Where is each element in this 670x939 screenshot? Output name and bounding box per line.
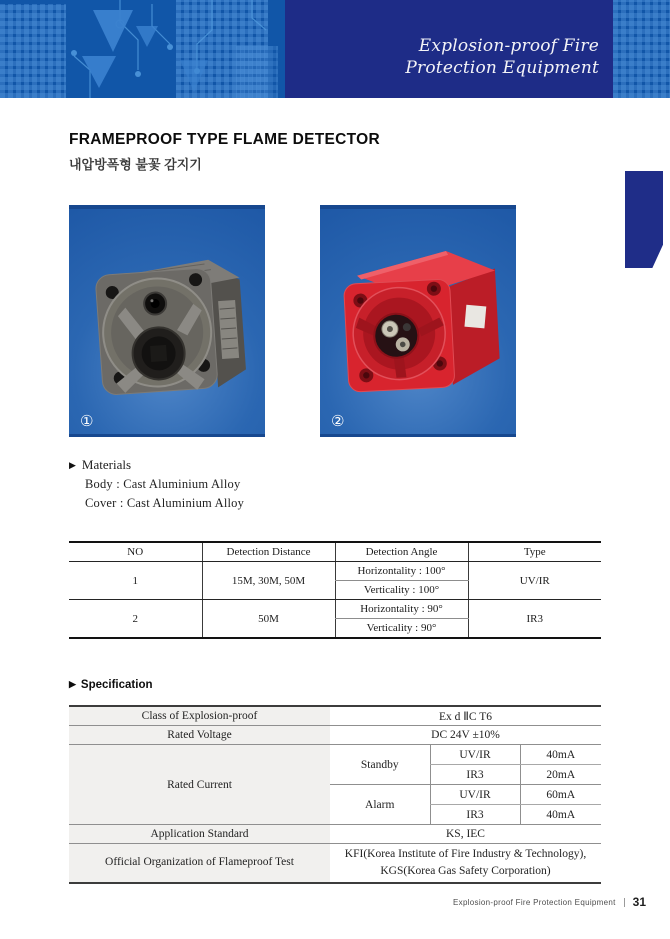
cell-angle-v-1: Verticality : 100° bbox=[335, 581, 468, 600]
cell-type-2: IR3 bbox=[468, 600, 601, 639]
page-footer bbox=[453, 895, 646, 909]
product-photo-1 bbox=[69, 205, 265, 437]
spec-standby-uvir-type: UV/IR bbox=[430, 745, 520, 765]
materials-heading-label: Materials bbox=[81, 457, 132, 472]
materials-section bbox=[69, 457, 244, 511]
col-header-angle: Detection Angle bbox=[335, 542, 468, 562]
section-arrow-icon: ▶ bbox=[69, 679, 76, 689]
spec-value-organization-line1: KFI(Korea Institute of Fire Industry & Technology), bbox=[344, 847, 587, 860]
cell-angle-h-2: Horizontality : 90° bbox=[335, 600, 468, 619]
section-side-tab bbox=[625, 171, 663, 268]
col-header-type: Type bbox=[468, 542, 601, 562]
spec-label-standard: Application Standard bbox=[69, 825, 330, 844]
spec-label-standby: Standby bbox=[330, 745, 430, 785]
specification-heading-label: Specification bbox=[80, 679, 153, 691]
materials-cover-line: Cover : Cast Aluminium Alloy bbox=[85, 496, 245, 510]
section-arrow-icon: ▶ bbox=[69, 460, 76, 470]
spec-value-standard: KS, IEC bbox=[330, 825, 601, 844]
materials-body-line: Body : Cast Aluminium Alloy bbox=[85, 477, 241, 491]
spec-label-current: Rated Current bbox=[69, 745, 330, 825]
footer-divider bbox=[624, 898, 625, 907]
cell-no-1: 1 bbox=[69, 562, 202, 600]
table-row bbox=[69, 600, 601, 619]
product-photo-2 bbox=[320, 205, 516, 437]
cell-angle-h-1: Horizontality : 100° bbox=[335, 562, 468, 581]
spec-alarm-ir3-value: 40mA bbox=[520, 805, 601, 825]
page-subtitle-korean: 내압방폭형 불꽃 감지기 bbox=[69, 157, 202, 172]
table-row bbox=[69, 745, 601, 765]
spec-label-alarm: Alarm bbox=[330, 785, 430, 825]
header-title-panel bbox=[285, 0, 613, 98]
cell-distance-1: 15M, 30M, 50M bbox=[202, 562, 335, 600]
specification-heading bbox=[69, 679, 153, 691]
materials-heading bbox=[69, 457, 244, 473]
spec-standby-ir3-value: 20mA bbox=[520, 765, 601, 785]
spec-label-voltage: Rated Voltage bbox=[69, 726, 330, 745]
banner-title-line2: Protection Equipment bbox=[405, 58, 599, 78]
photo-number-badge-2: ② bbox=[331, 412, 345, 430]
spec-value-class: Ex d ⅡC T6 bbox=[330, 706, 601, 726]
spec-label-organization: Official Organization of Flameproof Test bbox=[69, 844, 330, 884]
table-row bbox=[69, 825, 601, 844]
spec-standby-uvir-value: 40mA bbox=[520, 745, 601, 765]
cell-no-2: 2 bbox=[132, 612, 138, 625]
col-header-no: NO bbox=[69, 542, 202, 562]
spec-label-class: Class of Explosion-proof bbox=[69, 706, 330, 726]
cell-angle-v-2: Verticality : 90° bbox=[335, 619, 468, 639]
red-flame-detector-illustration bbox=[320, 205, 516, 437]
page-title: FRAMEPROOF TYPE FLAME DETECTOR bbox=[69, 131, 380, 148]
col-header-distance: Detection Distance bbox=[202, 542, 335, 562]
table-row bbox=[69, 844, 601, 884]
table-row bbox=[69, 562, 601, 581]
cell-type-1: UV/IR bbox=[468, 562, 601, 600]
spec-alarm-uvir-type: UV/IR bbox=[430, 785, 520, 805]
footer-page-number: 31 bbox=[632, 895, 646, 909]
detection-table bbox=[69, 541, 601, 639]
photo-number-badge-1: ① bbox=[80, 412, 94, 430]
table-row bbox=[69, 726, 601, 745]
grey-flame-detector-illustration bbox=[69, 205, 265, 437]
spec-standby-ir3-type: IR3 bbox=[430, 765, 520, 785]
spec-value-organization bbox=[330, 844, 601, 884]
spec-value-organization-line2: KGS(Korea Gas Safety Corporation) bbox=[380, 865, 551, 877]
spec-alarm-uvir-value: 60mA bbox=[520, 785, 601, 805]
banner-title-line1: Explosion-proof Fire bbox=[418, 35, 599, 56]
specification-table bbox=[69, 705, 601, 884]
cell-distance-2: 50M bbox=[202, 600, 335, 639]
spec-value-voltage: DC 24V ±10% bbox=[330, 726, 601, 745]
page-header-banner bbox=[0, 0, 670, 98]
footer-section-title: Explosion-proof Fire Protection Equipment bbox=[453, 897, 616, 907]
table-row bbox=[69, 706, 601, 726]
spec-alarm-ir3-type: IR3 bbox=[430, 805, 520, 825]
